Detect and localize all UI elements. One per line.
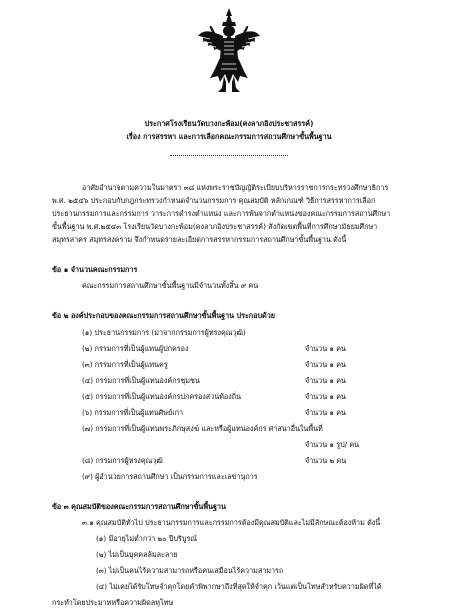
intro-line: ประธานกรรมการและกรรมการ วาระการดำรงตำแหน่ง และการพ้นจากตำแหน่งของคณะกรรมการสถานศึกษา	[52, 209, 391, 218]
section-1-heading: ข้อ ๑ จำนวนคณะกรรมการ	[52, 265, 138, 274]
composition-item: (๑) ประธานกรรมการ (มาจากกรรมการผู้ทรงคุณวุฒิ)	[82, 328, 246, 337]
composition-qty: จำนวน ๑ รูป/ คน	[305, 440, 360, 449]
qualification-item: (๔) ไม่เคยได้รับโทษจำคุกโดยคำพิพากษาถึงที่สุดให้จำคุก เว้นแต่เป็นโทษสำหรับความผิดที่ได้	[96, 582, 382, 591]
composition-item: (๘) กรรมการผู้ทรงคุณวุฒิ	[82, 456, 163, 465]
qualification-continuation: กระทำโดยประมาทหรือความผิดลหุโทษ	[52, 598, 174, 607]
section-2-heading: ข้อ ๒ องค์ประกอบของคณะกรรมการสถานศึกษาขั้นพื้นฐาน ประกอบด้วย	[52, 311, 275, 320]
composition-qty: จำนวน ๑ คน	[305, 344, 346, 353]
title-divider	[170, 155, 288, 156]
composition-item: (๙) ผู้อำนวยการสถานศึกษา เป็นกรรมการและเลขานุการ	[82, 472, 258, 481]
section-3-heading: ข้อ ๓ คุณสมบัติของคณะกรรมการสถานศึกษาขั้นพื้นฐาน	[52, 502, 226, 511]
composition-qty: จำนวน ๑ คน	[305, 376, 346, 385]
garuda-emblem-icon	[196, 6, 262, 94]
composition-qty: จำนวน ๑ คน	[305, 360, 346, 369]
composition-item: (๔) กรรมการที่เป็นผู้แทนองค์กรชุมชน	[82, 376, 200, 385]
intro-line: สมุทรสาคร สมุทรสงคราม จึงกำหนดรายละเอียดการสรรหากรรมการสถานศึกษาขั้นพื้นฐาน ดังนี้	[52, 235, 347, 244]
composition-item: (๖) กรรมการที่เป็นผู้แทนศิษย์เก่า	[82, 408, 184, 417]
composition-item: (๕) กรรมการที่เป็นผู้แทนองค์กรปกครองส่วนท้องถิ่น	[82, 392, 241, 401]
composition-item: (๗) กรรมการที่เป็นผู้แทนพระภิกษุสงฆ์ และหรือผู้แทนองค์กร ศาสนาอื่นในพื้นที่	[82, 424, 323, 433]
composition-qty: จำนวน ๑ คน	[305, 408, 346, 417]
document-subject: เรื่อง การสรรหา และการเลือกคณะกรรมการสถานศึกษาขั้นพื้นฐาน	[126, 132, 332, 141]
composition-item: (๒) กรรมการที่เป็นผู้แทนผู้ปกครอง	[82, 344, 189, 353]
qualification-item: (๒) ไม่เป็นบุคคลล้มละลาย	[96, 550, 178, 559]
intro-line: อาศัยอำนาจตามความในมาตรา ๓๘ แห่งพระราชบัญญัติระเบียบบริหารราชการกระทรวงศึกษาธิการ	[82, 183, 389, 192]
document-title: ประกาศโรงเรียนวัดบางกะพ้อม(คงลาภอิงประชาสรรค์)	[144, 119, 314, 128]
intro-line: ขั้นพื้นฐาน พ.ศ.๒๕๔๓ โรงเรียนวัดบางกะพ้อม(คงลาภอิงประชาสรรค์) สังกัดเขตพื้นที่การศึกษามัธยมศึกษา	[52, 222, 378, 231]
section-3-intro: ๓.๑ คุณสมบัติทั่วไป ประธานกรรมการและกรรมการต้องมีคุณสมบัติและไม่มีลักษณะต้องห้าม ดังนี้	[82, 518, 381, 527]
intro-line: พ.ศ. ๒๕๔๖ ประกอบกับกฎกระทรวงกำหนดจำนวนกรรมการ คุณสมบัติ หลักเกณฑ์ วิธีการสรรหาการเลือก	[52, 196, 376, 205]
composition-qty: จำนวน ๒ คน	[305, 456, 347, 465]
composition-qty: จำนวน ๑ คน	[305, 392, 346, 401]
composition-item: (๓) กรรมการที่เป็นผู้แทนครู	[82, 360, 168, 369]
qualification-item: (๑) มีอายุไม่ต่ำกว่า ๒๐ ปีบริบูรณ์	[96, 534, 198, 543]
section-1-text: คณะกรรมการสถานศึกษาขั้นพื้นฐานมีจำนวนทั้งสิ้น ๙ คน	[82, 281, 259, 290]
qualification-item: (๓) ไม่เป็นคนไร้ความสามารถหรือคนเสมือนไร้ความสามารถ	[96, 566, 284, 575]
